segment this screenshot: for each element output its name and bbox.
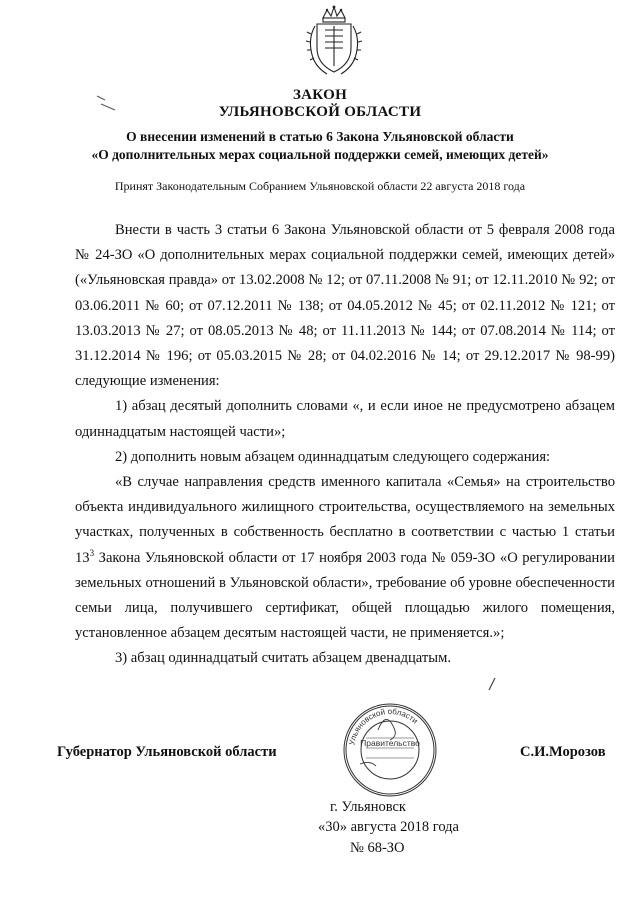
signing-date: «30» августа 2018 года	[318, 819, 459, 835]
amendment-item-1: 1) абзац десятый дополнить словами «, и если иное не предусмотрено абзацем одиннадцатым настоящей части»;	[75, 398, 615, 440]
intro-paragraph: Внести в часть 3 статьи 6 Закона Ульяновской области от 5 февраля 2008 года № 24-ЗО «О дополнительных мерах социальной поддержки семей, имеющих детей» («Ульяновская правда» от 13.02.2008 № 12; от 07.11.2008 № 91; от 12.11.2010 № 92; от 03.06.2011 № 60; от 07.12.2011 № 138; от 04.05.2012 № 45; от 02.11.2012 № 121; от 13.03.2013 № 27; от 08.05.2013 № 48; от 11.11.2013 № 144; от 07.08.2014 № 114; от 31.12.2014 № 196; от 05.03.2015 № 28; от 04.02.2016 № 14; от 29.12.2017 № 98-99) следующие изменения:	[75, 222, 615, 390]
region-title: УЛЬЯНОВСКОЙ ОБЛАСТИ	[218, 104, 422, 120]
stamp-center-text: Правительство	[360, 738, 420, 748]
signing-city: г. Ульяновск	[330, 799, 406, 815]
law-number: № 68-ЗО	[350, 840, 405, 856]
law-subject-line1: О внесении изменений в статью 6 Закона Ульяновской области	[126, 129, 514, 144]
stamp-ring-text: Ульяновской области	[347, 706, 420, 746]
coat-of-arms-emblem	[303, 4, 365, 78]
law-subject-line2: «О дополнительных мерах социальной поддержки семей, имеющих детей»	[91, 147, 549, 162]
amendment-item-3: 3) абзац одиннадцатый считать абзацем двенадцатым.	[115, 650, 451, 667]
pen-mark	[486, 676, 498, 692]
law-body	[75, 218, 615, 672]
signatory-name: С.И.Морозов	[520, 744, 606, 760]
amendment-item-2: 2) дополнить новым абзацем одиннадцатым следующего содержания:	[115, 448, 551, 465]
superscript-index: 3	[89, 547, 95, 558]
adoption-note: Принят Законодательным Собранием Ульяновской области 22 августа 2018 года	[114, 179, 526, 193]
quoted-new-paragraph: «В случае направления средств именного капитала «Семья» на строительство объекта индивидуального жилищного строительства, осуществляемого на земельных участках, полученных в собственность бесплатно в соответствии с частью 1 статьи $13^3$ Закона Ульяновской области от 17 ноября 2003 года № 059-ЗО «О регулировании земельных отношений в Ульяновской области», требование об уровне обеспеченности семьи лица, получившего сертификат, общей площадью жилого помещения, установленное абзацем десятым настоящей части, не применяется.»;	[75, 474, 615, 642]
signatory-position: Губернатор Ульяновской области	[57, 744, 277, 760]
document-type-title: ЗАКОН	[292, 87, 348, 103]
official-stamp	[340, 700, 440, 800]
